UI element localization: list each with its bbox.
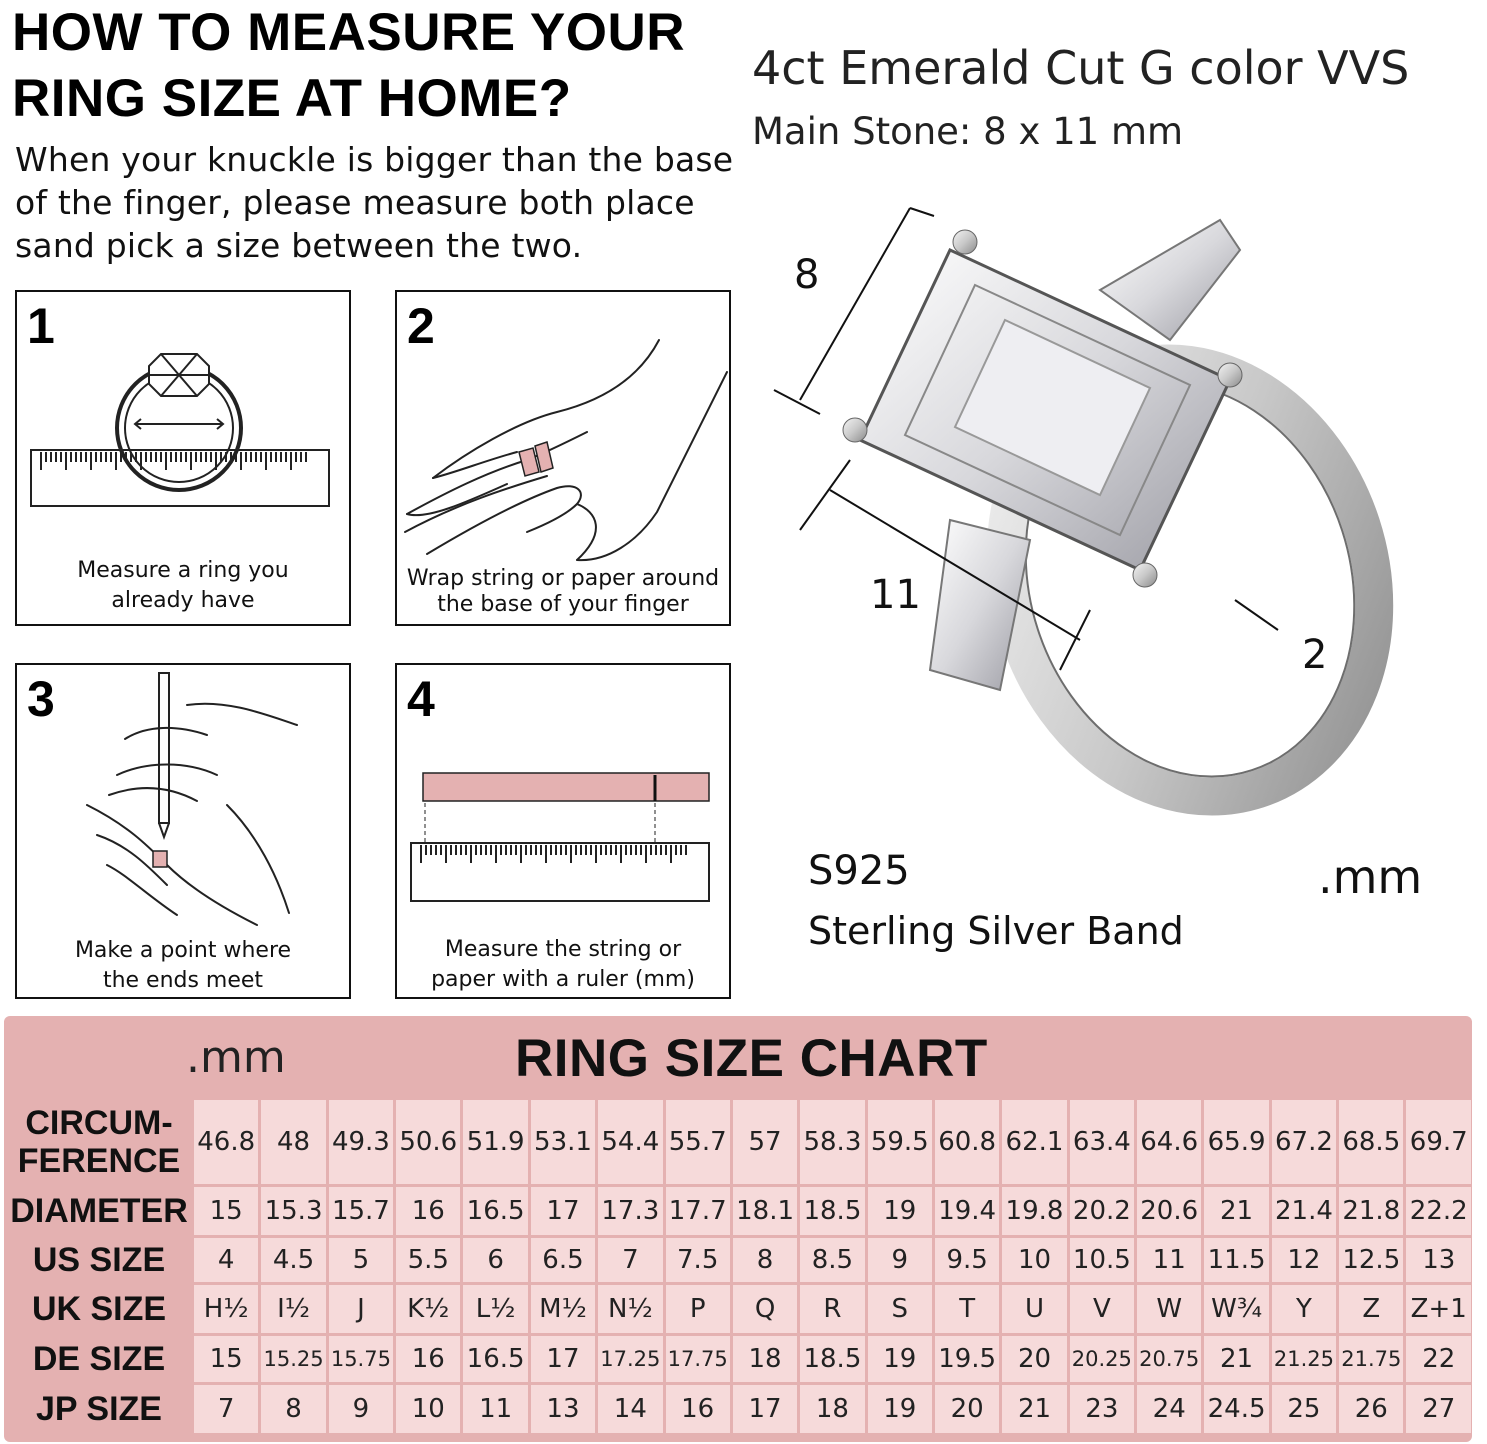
step-1-caption-line-2: already have [111, 588, 255, 613]
table-cell: 20.25 [1070, 1336, 1134, 1382]
table-cell: 5.5 [396, 1238, 460, 1282]
table-cell: 16 [666, 1385, 730, 1433]
metal-type: S925 [808, 848, 910, 894]
table-cell: 12 [1272, 1238, 1336, 1282]
table-cell: 27 [1406, 1385, 1471, 1433]
title-line-1: HOW TO MEASURE YOUR [12, 3, 686, 62]
table-row [7, 1285, 1471, 1333]
title-line-2: RING SIZE AT HOME? [12, 69, 572, 128]
step-2-caption-line-2: the base of your finger [437, 592, 689, 617]
step-3-caption [17, 936, 349, 996]
table-cell: 15 [194, 1187, 258, 1235]
table-cell: 7.5 [666, 1238, 730, 1282]
table-cell: 18.5 [800, 1336, 864, 1382]
table-cell: 68.5 [1339, 1100, 1403, 1184]
table-cell: 8.5 [800, 1238, 864, 1282]
table-cell: 26 [1339, 1385, 1403, 1433]
table-cell: 62.1 [1002, 1100, 1066, 1184]
table-cell: 60.8 [935, 1100, 999, 1184]
table-cell: 15.7 [329, 1187, 393, 1235]
table-cell: 10 [1002, 1238, 1066, 1282]
table-cell: 22 [1406, 1336, 1471, 1382]
table-cell: 9.5 [935, 1238, 999, 1282]
row-label: UK SIZE [7, 1285, 191, 1333]
table-cell: 6 [463, 1238, 527, 1282]
table-cell: 51.9 [463, 1100, 527, 1184]
table-cell: 17 [531, 1336, 595, 1382]
step-1-number: 1 [27, 298, 55, 354]
table-cell: 11 [1137, 1238, 1201, 1282]
table-cell: 17.75 [666, 1336, 730, 1382]
table-cell: 5 [329, 1238, 393, 1282]
table-cell: 15.3 [261, 1187, 325, 1235]
table-cell: 13 [531, 1385, 595, 1433]
table-cell: 57 [733, 1100, 797, 1184]
table-cell: R [800, 1285, 864, 1333]
step-3-card [15, 663, 351, 999]
table-cell: 9 [329, 1385, 393, 1433]
table-cell: T [935, 1285, 999, 1333]
product-title: 4ct Emerald Cut G color VVS [752, 41, 1410, 95]
table-row [7, 1336, 1471, 1382]
row-label: JP SIZE [7, 1385, 191, 1433]
band-width-label: 2 [1302, 632, 1328, 678]
step-4-number: 4 [407, 671, 435, 727]
table-cell: 21 [1204, 1336, 1268, 1382]
table-cell: 19.4 [935, 1187, 999, 1235]
table-cell: M½ [531, 1285, 595, 1333]
table-cell: J [329, 1285, 393, 1333]
table-cell: Z [1339, 1285, 1403, 1333]
table-cell: 4 [194, 1238, 258, 1282]
table-cell: V [1070, 1285, 1134, 1333]
table-cell: 19.5 [935, 1336, 999, 1382]
table-cell: 10.5 [1070, 1238, 1134, 1282]
product-unit: .mm [1318, 850, 1423, 904]
table-cell: 25 [1272, 1385, 1336, 1433]
step-1-caption-line-1: Measure a ring you [77, 558, 289, 583]
main-stone-spec: Main Stone: 8 x 11 mm [752, 110, 1184, 153]
table-cell: 17.3 [598, 1187, 662, 1235]
chart-title: RING SIZE CHART [515, 1029, 988, 1088]
table-cell: W [1137, 1285, 1201, 1333]
table-cell: 20 [935, 1385, 999, 1433]
band-type: Sterling Silver Band [808, 909, 1184, 953]
page-title [12, 0, 732, 132]
table-cell: 20 [1002, 1336, 1066, 1382]
table-cell: 21.75 [1339, 1336, 1403, 1382]
table-row [7, 1187, 1471, 1235]
table-cell: 17 [733, 1385, 797, 1433]
table-cell: 63.4 [1070, 1100, 1134, 1184]
table-cell: 16.5 [463, 1336, 527, 1382]
step-2-card [395, 290, 731, 626]
table-cell: 8 [733, 1238, 797, 1282]
table-cell: 64.6 [1137, 1100, 1201, 1184]
table-cell: 16 [396, 1187, 460, 1235]
step-4-caption-line-1: Measure the string or [444, 937, 682, 962]
table-cell: 17.7 [666, 1187, 730, 1235]
table-cell: 58.3 [800, 1100, 864, 1184]
table-cell: K½ [396, 1285, 460, 1333]
table-cell: 16.5 [463, 1187, 527, 1235]
row-label: DIAMETER [7, 1187, 191, 1235]
table-row [7, 1238, 1471, 1282]
table-cell: 6.5 [531, 1238, 595, 1282]
table-cell: 20.75 [1137, 1336, 1201, 1382]
table-cell: 19 [868, 1187, 932, 1235]
table-cell: 19 [868, 1385, 932, 1433]
step-1-card [15, 290, 351, 626]
intro-text: When your knuckle is bigger than the base of the finger, please measure both place sand pick a size between the two. [15, 140, 734, 265]
table-cell: 21 [1002, 1385, 1066, 1433]
table-cell: 11 [463, 1385, 527, 1433]
row-label: DE SIZE [7, 1336, 191, 1382]
table-cell: 54.4 [598, 1100, 662, 1184]
table-cell: 9 [868, 1238, 932, 1282]
table-cell: 15 [194, 1336, 258, 1382]
table-cell: 18 [733, 1336, 797, 1382]
table-cell: U [1002, 1285, 1066, 1333]
table-cell: 69.7 [1406, 1100, 1471, 1184]
table-cell: 65.9 [1204, 1100, 1268, 1184]
table-row [7, 1385, 1471, 1433]
table-cell: 18.1 [733, 1187, 797, 1235]
step-2-caption-line-1: Wrap string or paper around [406, 566, 720, 591]
table-cell: 23 [1070, 1385, 1134, 1433]
stone-length-label: 11 [870, 572, 921, 618]
table-cell: 17.25 [598, 1336, 662, 1382]
table-cell: S [868, 1285, 932, 1333]
stone-width-label: 8 [794, 252, 820, 298]
table-cell: 17 [531, 1187, 595, 1235]
table-cell: 10 [396, 1385, 460, 1433]
table-cell: 7 [194, 1385, 258, 1433]
table-cell: 24.5 [1204, 1385, 1268, 1433]
ring-size-table [4, 1097, 1474, 1436]
table-cell: 22.2 [1406, 1187, 1471, 1235]
table-cell: 53.1 [531, 1100, 595, 1184]
table-cell: 46.8 [194, 1100, 258, 1184]
row-label: CIRCUM- FERENCE [7, 1100, 191, 1184]
table-cell: 20.2 [1070, 1187, 1134, 1235]
table-cell: 19.8 [1002, 1187, 1066, 1235]
step-2-caption [397, 564, 729, 620]
table-cell: 18.5 [800, 1187, 864, 1235]
step-3-number: 3 [27, 671, 55, 727]
table-cell: 55.7 [666, 1100, 730, 1184]
row-label: US SIZE [7, 1238, 191, 1282]
table-cell: 4.5 [261, 1238, 325, 1282]
table-cell: Y [1272, 1285, 1336, 1333]
table-cell: N½ [598, 1285, 662, 1333]
table-cell: 21.8 [1339, 1187, 1403, 1235]
table-cell: 15.25 [261, 1336, 325, 1382]
table-cell: 16 [396, 1336, 460, 1382]
table-cell: 21.25 [1272, 1336, 1336, 1382]
step-1-caption [17, 556, 349, 616]
table-cell: 7 [598, 1238, 662, 1282]
table-row [7, 1100, 1471, 1184]
table-cell: W¾ [1204, 1285, 1268, 1333]
table-cell: 48 [261, 1100, 325, 1184]
table-cell: 11.5 [1204, 1238, 1268, 1282]
table-cell: I½ [261, 1285, 325, 1333]
table-cell: Q [733, 1285, 797, 1333]
chart-unit: .mm [186, 1032, 286, 1083]
step-4-card [395, 663, 731, 999]
table-cell: 15.75 [329, 1336, 393, 1382]
table-cell: 67.2 [1272, 1100, 1336, 1184]
table-cell: 8 [261, 1385, 325, 1433]
table-cell: H½ [194, 1285, 258, 1333]
table-cell: 49.3 [329, 1100, 393, 1184]
table-cell: 14 [598, 1385, 662, 1433]
table-cell: 50.6 [396, 1100, 460, 1184]
table-cell: 24 [1137, 1385, 1201, 1433]
table-cell: 59.5 [868, 1100, 932, 1184]
table-cell: 20.6 [1137, 1187, 1201, 1235]
step-4-caption [397, 935, 729, 995]
table-cell: 12.5 [1339, 1238, 1403, 1282]
table-cell: 13 [1406, 1238, 1471, 1282]
emerald-ring-image [760, 190, 1480, 820]
table-cell: Z+1 [1406, 1285, 1471, 1333]
step-3-caption-line-1: Make a point where [74, 938, 292, 963]
step-3-caption-line-2: the ends meet [102, 968, 264, 993]
table-cell: 19 [868, 1336, 932, 1382]
table-cell: 21.4 [1272, 1187, 1336, 1235]
table-cell: 21 [1204, 1187, 1268, 1235]
table-cell: P [666, 1285, 730, 1333]
step-2-number: 2 [407, 298, 435, 354]
table-cell: L½ [463, 1285, 527, 1333]
table-cell: 18 [800, 1385, 864, 1433]
step-4-caption-line-2: paper with a ruler (mm) [431, 967, 695, 992]
